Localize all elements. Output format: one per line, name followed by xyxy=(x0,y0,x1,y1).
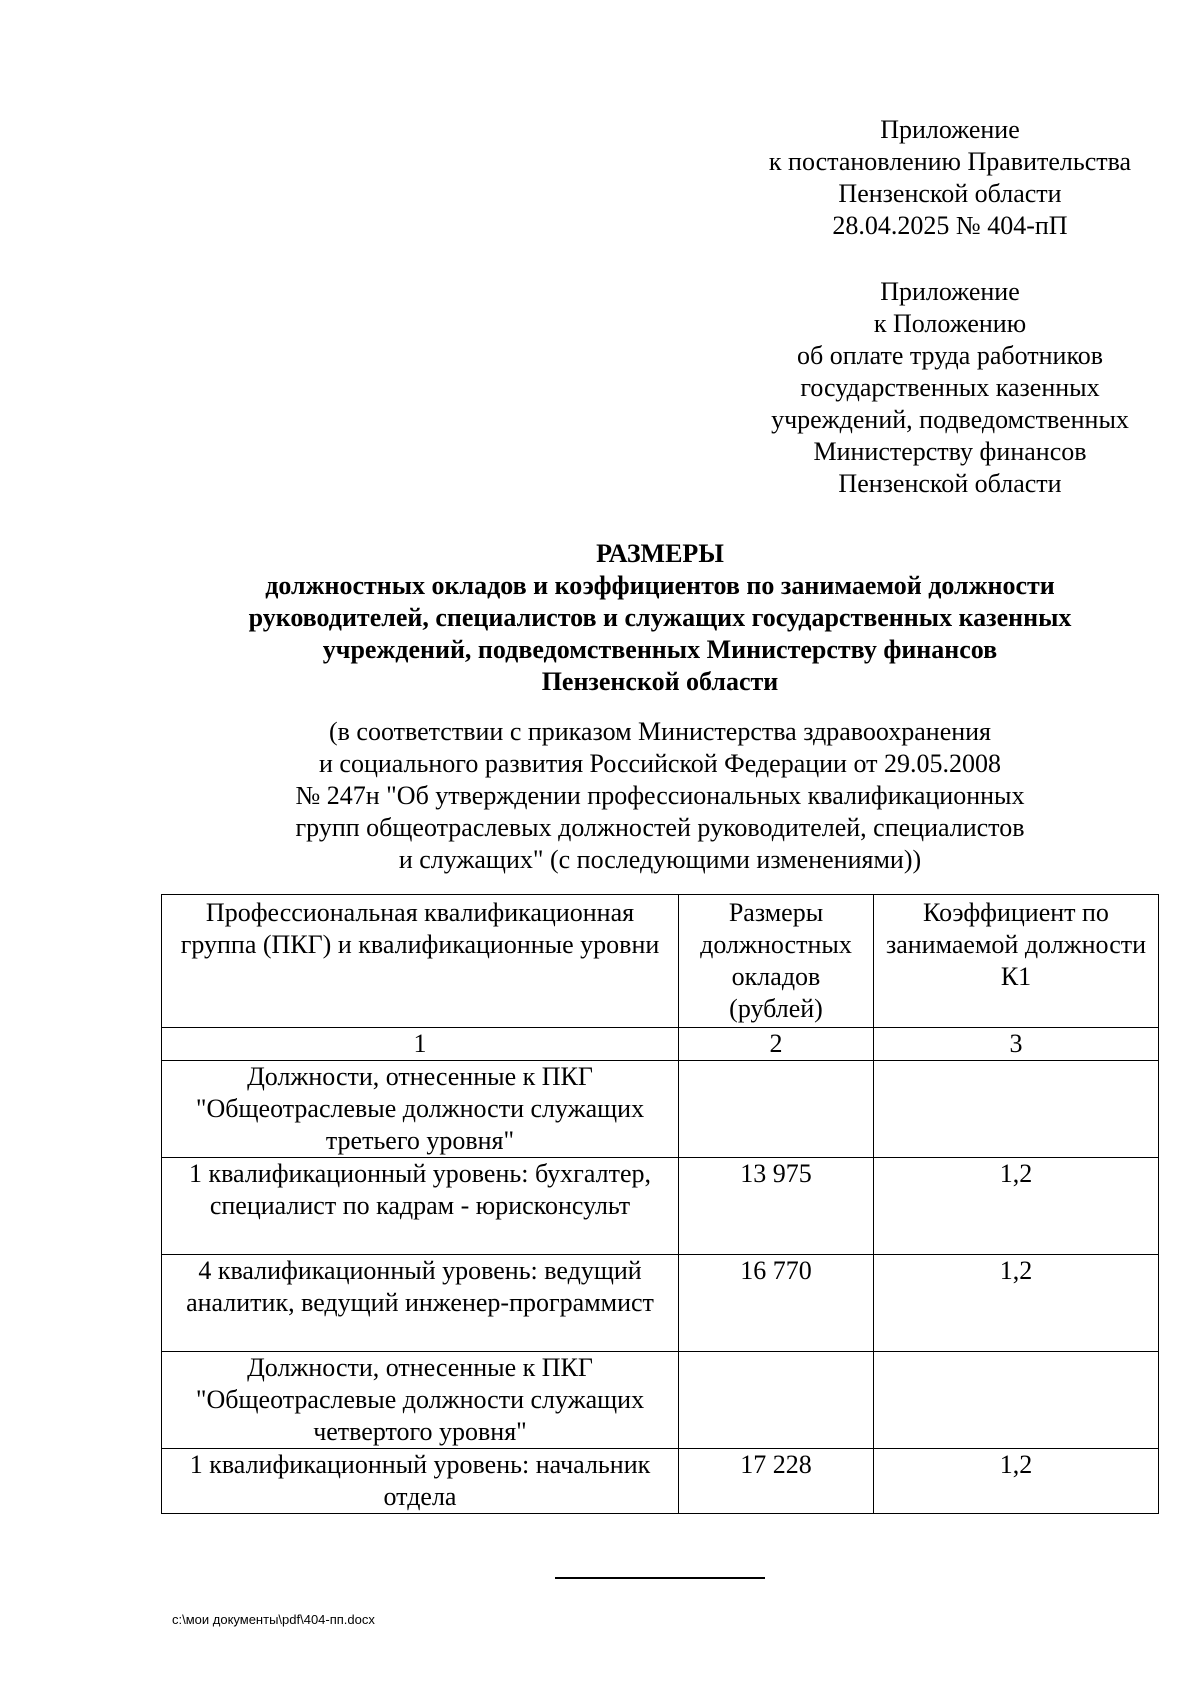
document-subtitle xyxy=(160,716,1160,876)
document-title xyxy=(160,538,1160,698)
column-number: 2 xyxy=(679,1028,874,1061)
cell-coefficient: 1,2 xyxy=(874,1449,1159,1514)
header-salary: Размеры должностных окладов (рублей) xyxy=(679,895,874,1028)
annex-regulation xyxy=(690,276,1200,500)
annex-government-decree xyxy=(690,114,1200,242)
annex-line: к постановлению Правительства xyxy=(768,147,1132,176)
column-number: 1 xyxy=(162,1028,679,1061)
cell-coefficient xyxy=(874,1061,1159,1158)
column-number-row xyxy=(162,1028,1159,1061)
subtitle-line: групп общеотраслевых должностей руководителей, специалистов xyxy=(295,813,1025,842)
cell-coefficient: 1,2 xyxy=(874,1158,1159,1255)
header-coefficient: Коэффициент по занимаемой должности К1 xyxy=(874,895,1159,1028)
annex-line: Пензенской области xyxy=(838,179,1062,208)
cell-salary xyxy=(679,1061,874,1158)
cell-group: 1 квалификационный уровень: начальник отдела xyxy=(162,1449,679,1514)
annex-line: Приложение xyxy=(880,115,1020,144)
end-separator-line xyxy=(555,1577,765,1579)
column-number: 3 xyxy=(874,1028,1159,1061)
cell-group: 4 квалификационный уровень: ведущий аналитик, ведущий инженер-программист xyxy=(162,1255,679,1352)
annex-line: государственных казенных xyxy=(800,373,1100,402)
table-row xyxy=(162,1255,1159,1352)
cell-salary: 13 975 xyxy=(679,1158,874,1255)
annex-line: Приложение xyxy=(880,277,1020,306)
title-line: учреждений, подведомственных Министерству финансов xyxy=(322,635,998,664)
salary-table xyxy=(161,894,1159,1514)
table-row xyxy=(162,1158,1159,1255)
cell-coefficient xyxy=(874,1352,1159,1449)
subtitle-line: (в соответствии с приказом Министерства здравоохранения xyxy=(328,717,992,746)
cell-salary: 16 770 xyxy=(679,1255,874,1352)
cell-group: Должности, отнесенные к ПКГ "Общеотраслевые должности служащих третьего уровня" xyxy=(162,1061,679,1158)
title-line: Пензенской области xyxy=(541,667,779,696)
subtitle-line: и социального развития Российской Федерации от 29.05.2008 xyxy=(319,749,1001,778)
table-row xyxy=(162,1352,1159,1449)
annex-line: учреждений, подведомственных xyxy=(771,405,1129,434)
cell-group: 1 квалификационный уровень: бухгалтер, специалист по кадрам - юрисконсульт xyxy=(162,1158,679,1255)
cell-salary: 17 228 xyxy=(679,1449,874,1514)
header-qualification-group: Профессиональная квалификационная группа (ПКГ) и квалификационные уровни xyxy=(162,895,679,1028)
title-line: руководителей, специалистов и служащих государственных казенных xyxy=(248,603,1072,632)
title-line: должностных окладов и коэффициентов по занимаемой должности xyxy=(265,571,1055,600)
annex-line: Министерству финансов xyxy=(813,437,1087,466)
subtitle-line: и служащих" (с последующими изменениями)) xyxy=(398,845,922,874)
annex-line: к Положению xyxy=(873,309,1027,338)
table-header-row xyxy=(162,895,1159,1028)
annex-line: об оплате труда работников xyxy=(796,341,1104,370)
cell-salary xyxy=(679,1352,874,1449)
table-row xyxy=(162,1061,1159,1158)
annex-line: Пензенской области xyxy=(838,469,1062,498)
annex-line: 28.04.2025 № 404-пП xyxy=(832,211,1068,240)
table-row xyxy=(162,1449,1159,1514)
subtitle-line: № 247н "Об утверждении профессиональных квалификационных xyxy=(295,781,1025,810)
cell-coefficient: 1,2 xyxy=(874,1255,1159,1352)
cell-group: Должности, отнесенные к ПКГ "Общеотраслевые должности служащих четвертого уровня" xyxy=(162,1352,679,1449)
title-line: РАЗМЕРЫ xyxy=(596,539,724,568)
footer-file-path: c:\мои документы\pdf\404-пп.docx xyxy=(172,1612,375,1627)
